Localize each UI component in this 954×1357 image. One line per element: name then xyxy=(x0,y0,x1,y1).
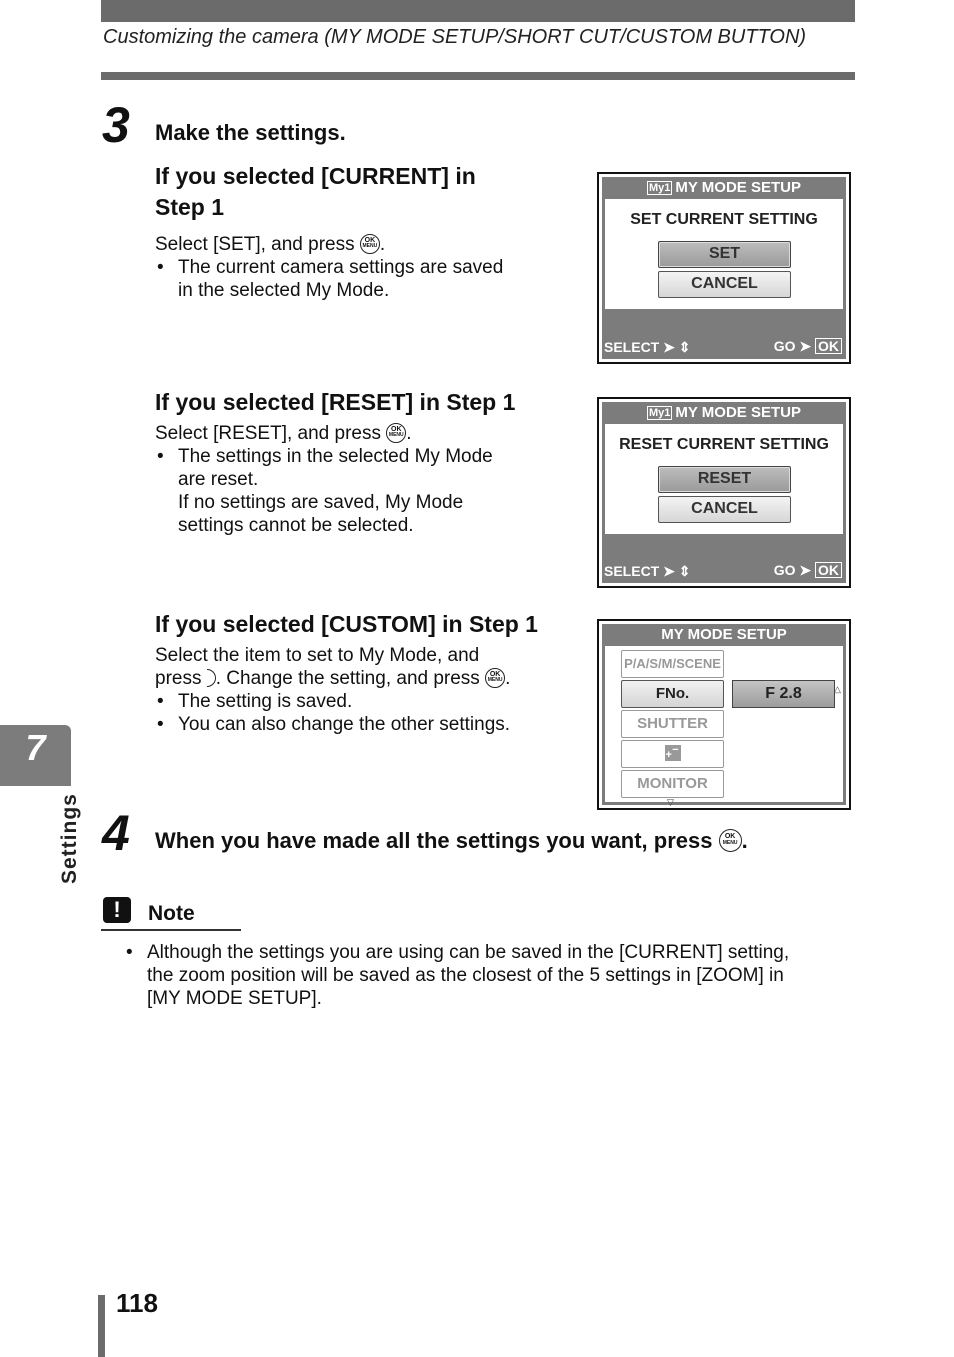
set-button[interactable]: SET xyxy=(658,241,791,268)
current-bullet: • The current camera settings are saved in the selected My Mode. xyxy=(155,256,575,302)
page-header-title: Customizing the camera (MY MODE SETUP/SHORT CUT/CUSTOM BUTTON) xyxy=(103,26,807,48)
cancel-button[interactable]: CANCEL xyxy=(658,496,791,523)
lcd-title: My1 MY MODE SETUP xyxy=(649,179,801,196)
page-number: 118 xyxy=(116,1288,158,1318)
my-mode-icon: My1 xyxy=(649,182,671,194)
ok-box-icon: OK xyxy=(815,338,842,354)
up-arrow-icon: △ xyxy=(834,684,841,694)
lcd-custom-screen xyxy=(597,619,851,810)
lcd-message: SET CURRENT SETTING xyxy=(630,211,818,228)
up-down-icon: ⇕ xyxy=(678,339,691,355)
arrow-pad-right-icon xyxy=(207,669,216,687)
up-down-icon: ⇕ xyxy=(678,563,691,579)
menu-item-exposure-compensation[interactable] xyxy=(621,740,724,768)
exposure-compensation-icon: + − xyxy=(665,744,679,761)
reset-button[interactable]: RESET xyxy=(658,466,791,493)
reset-heading: If you selected [RESET] in Step 1 xyxy=(155,389,516,415)
lcd-reset-screen xyxy=(597,397,851,588)
step-4-title: When you have made all the settings you want, press OK MENU . xyxy=(155,828,748,853)
ok-menu-icon: OK MENU xyxy=(360,234,380,254)
note-icon: ! xyxy=(103,897,131,923)
note-label: Note xyxy=(148,902,195,925)
menu-item-exposure-mode[interactable]: P/A/S/M/SCENE xyxy=(621,650,724,678)
lcd-current-screen xyxy=(597,172,851,364)
arrow-right-icon: ➤ xyxy=(663,339,675,355)
arrow-right-icon: ➤ xyxy=(799,338,812,354)
custom-bullet-2: • You can also change the other settings. xyxy=(155,713,585,736)
reset-bullet: • The settings in the selected My Mode are reset. If no settings are saved, My Mode settings cannot be selected. xyxy=(155,445,585,537)
cancel-button[interactable]: CANCEL xyxy=(658,271,791,298)
ok-box-icon: OK xyxy=(815,562,842,578)
lcd-message: RESET CURRENT SETTING xyxy=(619,436,829,453)
page-number-bar xyxy=(98,1295,105,1357)
lcd-title: My1 MY MODE SETUP xyxy=(649,404,801,421)
custom-heading: If you selected [CUSTOM] in Step 1 xyxy=(155,611,538,637)
ok-menu-icon: OK MENU xyxy=(386,423,406,443)
custom-section xyxy=(155,609,585,736)
header-rule xyxy=(101,72,855,80)
lcd-footer: SELECT ➤ ⇕ GO ➤ OK xyxy=(602,559,846,583)
header-bar xyxy=(101,0,855,22)
menu-item-shutter[interactable]: SHUTTER xyxy=(621,710,724,738)
current-instruction: Select [SET], and press OK MENU . xyxy=(155,234,386,255)
reset-section xyxy=(155,387,585,537)
ok-menu-icon: OK MENU xyxy=(485,668,505,688)
fno-value[interactable]: F 2.8 xyxy=(732,680,835,708)
step-3-title: Make the settings. xyxy=(155,120,346,145)
lcd-footer: SELECT ➤ ⇕ GO ➤ OK xyxy=(602,335,846,359)
menu-item-fno[interactable]: FNo. xyxy=(621,680,724,708)
down-arrow-icon: ▽ xyxy=(667,797,674,807)
arrow-right-icon: ➤ xyxy=(663,563,675,579)
my-mode-icon: My1 xyxy=(649,407,671,419)
reset-instruction: Select [RESET], and press OK MENU . xyxy=(155,423,412,444)
chapter-number: 7 xyxy=(25,727,46,768)
note-rule xyxy=(101,929,241,931)
current-section xyxy=(155,161,575,302)
chapter-label: Settings xyxy=(58,793,81,884)
lcd-title: MY MODE SETUP xyxy=(661,626,787,643)
custom-instruction: Select the item to set to My Mode, and press . Change the setting, and press OK MENU . xyxy=(155,645,511,689)
menu-item-monitor[interactable]: MONITOR xyxy=(621,770,724,798)
current-heading: If you selected [CURRENT] in Step 1 xyxy=(155,163,476,220)
arrow-right-icon: ➤ xyxy=(799,562,812,578)
custom-bullet-1: • The setting is saved. xyxy=(155,690,585,713)
ok-menu-icon: OK MENU xyxy=(719,829,742,852)
step-3-number: 3 xyxy=(102,97,130,153)
note-text: • Although the settings you are using can be saved in the [CURRENT] setting, the zoom position will be saved as the closest of the 5 settings in [ZOOM] in [MY MODE SETUP]. xyxy=(124,941,867,1010)
step-4-number: 4 xyxy=(102,805,130,861)
